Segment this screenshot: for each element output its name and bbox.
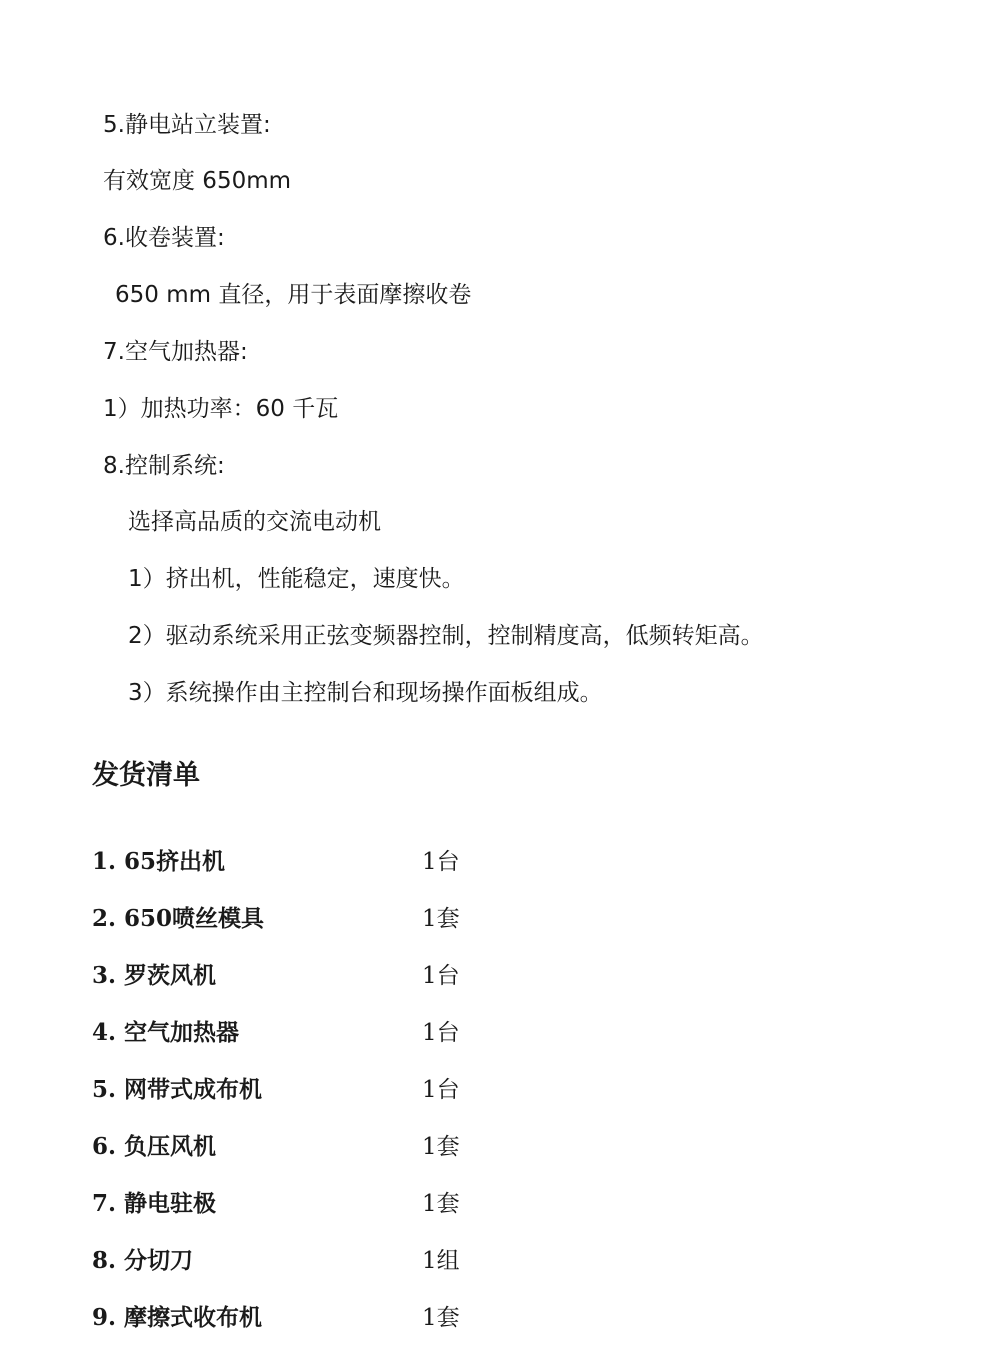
shipping-row — [92, 960, 692, 992]
shipping-item-qty: 1组 — [422, 1248, 460, 1274]
spec-line-extruder: 1）挤出机，性能稳定，速度快。 — [128, 566, 465, 592]
shipping-item-name: 8. 分切刀 — [92, 1247, 194, 1274]
shipping-row — [92, 1245, 692, 1277]
shipping-row — [92, 1017, 692, 1049]
shipping-item-qty: 1台 — [422, 849, 460, 875]
shipping-row — [92, 1188, 692, 1220]
shipping-item-qty: 1台 — [422, 1077, 460, 1103]
shipping-item-qty: 1套 — [422, 1191, 460, 1217]
spec-line-ac-motor: 选择高品质的交流电动机 — [128, 509, 381, 535]
spec-line-electrostatic-heading: 5.静电站立装置: — [103, 112, 271, 138]
shipping-item-name: 4. 空气加热器 — [92, 1019, 240, 1046]
spec-line-winding-diameter: 650 mm 直径，用于表面摩擦收卷 — [115, 282, 472, 308]
shipping-item-name: 1. 65挤出机 — [92, 848, 226, 875]
shipping-item-name: 9. 摩擦式收布机 — [92, 1304, 263, 1331]
shipping-row — [92, 903, 692, 935]
shipping-row — [92, 1074, 692, 1106]
shipping-item-name: 7. 静电驻极 — [92, 1190, 217, 1217]
shipping-item-name: 5. 网带式成布机 — [92, 1076, 263, 1103]
shipping-row — [92, 1302, 692, 1334]
spec-line-effective-width: 有效宽度 650mm — [103, 168, 292, 194]
shipping-row — [92, 846, 692, 878]
spec-line-winding-heading: 6.收卷装置: — [103, 225, 225, 251]
shipping-item-qty: 1台 — [422, 963, 460, 989]
shipping-item-name: 2. 650喷丝模具 — [92, 905, 265, 932]
shipping-item-name: 3. 罗茨风机 — [92, 962, 217, 989]
spec-line-air-heater-heading: 7.空气加热器: — [103, 339, 248, 365]
spec-line-control-heading: 8.控制系统: — [103, 453, 225, 479]
spec-line-operation: 3）系统操作由主控制台和现场操作面板组成。 — [128, 680, 603, 706]
shipping-item-name: 6. 负压风机 — [92, 1133, 217, 1160]
shipping-item-qty: 1台 — [422, 1020, 460, 1046]
shipping-row — [92, 1131, 692, 1163]
shipping-item-qty: 1套 — [422, 1134, 460, 1160]
shipping-item-qty: 1套 — [422, 1305, 460, 1331]
spec-line-heating-power: 1）加热功率：60 千瓦 — [103, 396, 339, 422]
shipping-item-qty: 1套 — [422, 906, 460, 932]
shipping-list-title: 发货清单 — [92, 760, 200, 791]
spec-line-drive-system: 2）驱动系统采用正弦变频器控制，控制精度高，低频转矩高。 — [128, 623, 764, 649]
